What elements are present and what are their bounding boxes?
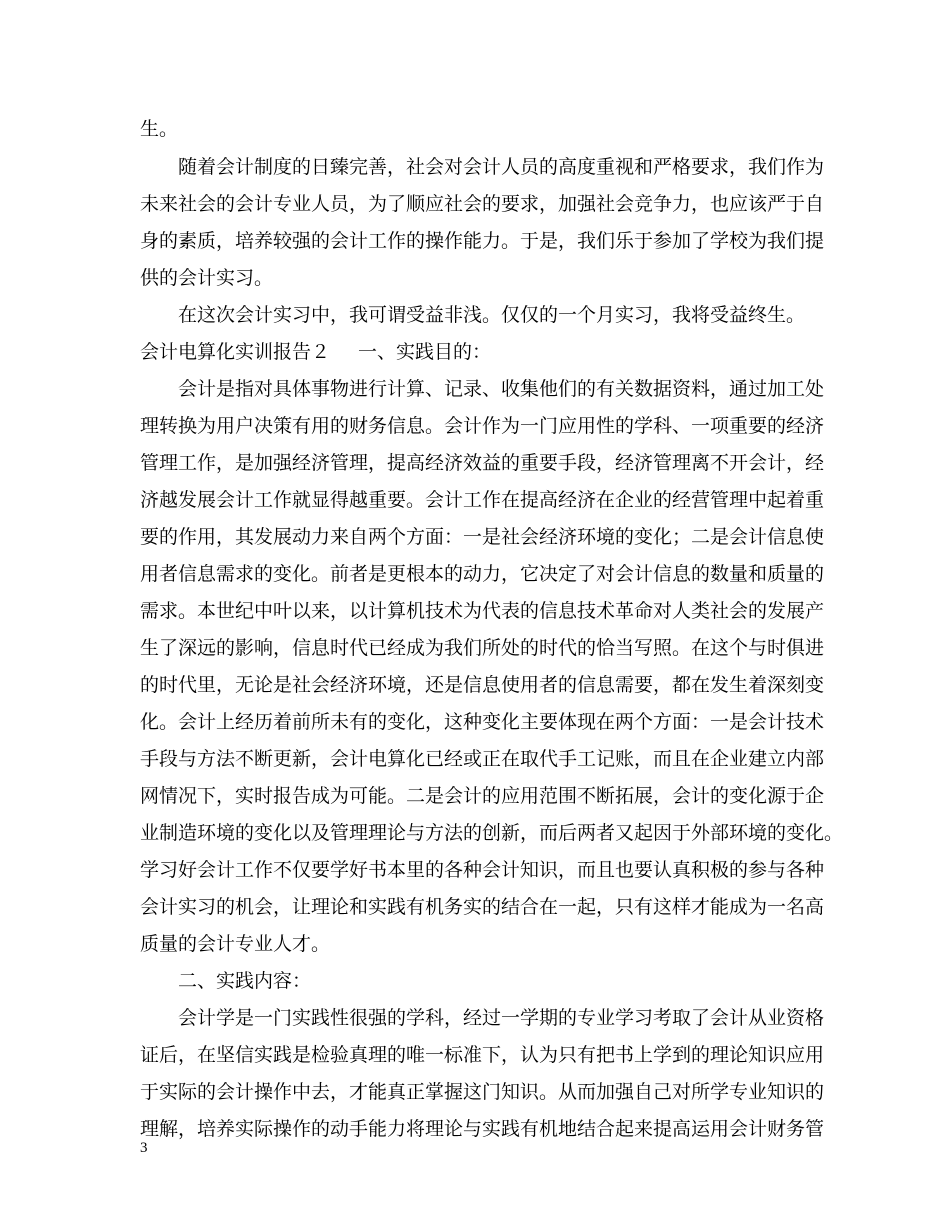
text-line: 要的作用，其发展动力来自两个方面：一是社会经济环境的变化；二是会计信息使: [140, 526, 825, 548]
text-line: 在这次会计实习中，我可谓受益非浅。仅仅的一个月实习，我将受益终生。: [178, 304, 806, 326]
text-line: 生。: [140, 118, 179, 140]
text-line: 未来社会的会计专业人员，为了顺应社会的要求，加强社会竞争力，也应该严于自: [140, 193, 825, 215]
text-line: 业制造环境的变化以及管理理论与方法的创新，而后两者又起因于外部环境的变化。: [140, 822, 844, 844]
section-heading: 二、实践内容：: [178, 970, 312, 992]
text-line: 管理工作，是加强经济管理，提高经济效益的重要手段，经济管理离不开会计，经: [140, 452, 825, 474]
text-line: 质量的会计专业人才。: [140, 933, 331, 955]
text-line: 会计实习的机会，让理论和实践有机务实的结合在一起，只有这样才能成为一名高: [140, 896, 825, 918]
section-heading-line: [140, 340, 820, 364]
text-line: 身的素质，培养较强的会计工作的操作能力。于是，我们乐于参加了学校为我们提: [140, 230, 825, 252]
text-line: 于实际的会计操作中去，才能真正掌握这门知识。从而加强自己对所学专业知识的: [140, 1081, 825, 1103]
text-line: 学习好会计工作不仅要学好书本里的各种会计知识，而且也要认真积极的参与各种: [140, 859, 825, 881]
text-line: 需求。本世纪中叶以来，以计算机技术为代表的信息技术革命对人类社会的发展产: [140, 600, 825, 622]
text-line: 理解，培养实际操作的动手能力将理论与实践有机地结合起来提高运用会计财务管: [140, 1118, 825, 1140]
text-line: 生了深远的影响，信息时代已经成为我们所处的时代的恰当写照。在这个与时俱进: [140, 637, 825, 659]
text-line: 的时代里，无论是社会经济环境，还是信息使用者的信息需要，都在发生着深刻变: [140, 674, 825, 696]
text-line: 证后，在坚信实践是检验真理的唯一标准下，认为只有把书上学到的理论知识应用: [140, 1044, 825, 1066]
report-title: 会计电算化实训报告２: [140, 341, 331, 363]
text-line: 随着会计制度的日臻完善，社会对会计人员的高度重视和严格要求，我们作为: [178, 156, 825, 178]
text-line: 手段与方法不断更新，会计电算化已经或正在取代手工记账，而且在企业建立内部: [140, 748, 825, 770]
text-line: 用者信息需求的变化。前者是更根本的动力，它决定了对会计信息的数量和质量的: [140, 563, 825, 585]
text-line: 理转换为用户决策有用的财务信息。会计作为一门应用性的学科、一项重要的经济: [140, 415, 825, 437]
text-line: 供的会计实习。: [140, 267, 274, 289]
text-line: 济越发展会计工作就显得越重要。会计工作在提高经济在企业的经营管理中起着重: [140, 489, 825, 511]
page-number: 3: [140, 1140, 148, 1156]
text-line: 会计是指对具体事物进行计算、记录、收集他们的有关数据资料，通过加工处: [178, 378, 825, 400]
text-line: 化。会计上经历着前所未有的变化，这种变化主要体现在两个方面：一是会计技术: [140, 711, 825, 733]
section-heading: 一、实践目的：: [358, 341, 492, 363]
text-line: 网情况下，实时报告成为可能。二是会计的应用范围不断拓展，会计的变化源于企: [140, 785, 825, 807]
text-line: 会计学是一门实践性很强的学科，经过一学期的专业学习考取了会计从业资格: [178, 1007, 825, 1029]
